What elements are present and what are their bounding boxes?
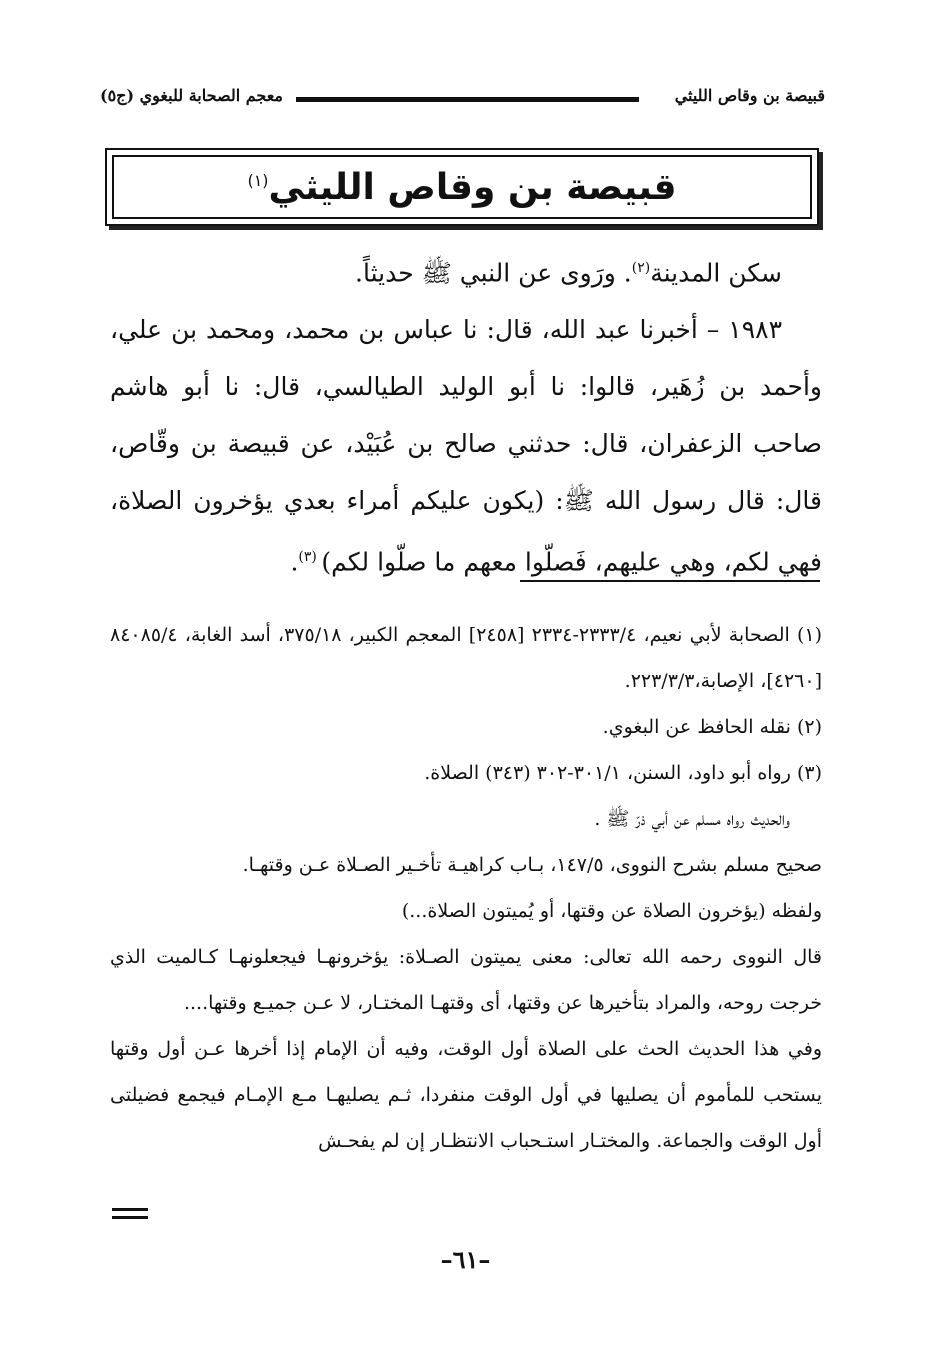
footnotes bbox=[110, 612, 822, 1164]
footnote-3-sahih-muslim: صحيح مسلم بشرح النووى، ١٤٧/٥، بـاب كراهيـة تأخـير الصـلاة عـن وقتهـا. bbox=[242, 854, 822, 876]
footnote-3-wording: ولفظه (يؤخرون الصلاة عن وقتها، أو يُميتون الصلاة...) bbox=[401, 900, 822, 922]
hadith-paragraph bbox=[110, 301, 822, 590]
intro-note-ref: (٢) bbox=[631, 260, 651, 276]
entry-title bbox=[247, 167, 676, 208]
hadith-end: . bbox=[290, 547, 299, 577]
footnote-divider bbox=[520, 580, 820, 582]
footnote-3: (٣) رواه أبو داود، السنن، ٣٠١/١-٣٠٢ (٣٤٣) الصلاة. bbox=[424, 762, 822, 784]
intro-rest-text: . ورَوى عن النبي ﷺ حديثاً. bbox=[355, 258, 632, 288]
page-number: –٦١– bbox=[440, 1245, 491, 1274]
entry-title-inner-frame bbox=[112, 155, 812, 219]
footnote-3-commentary: وفي هذا الحديث الحث على الصلاة أول الوقت، وفيه أن الإمام إذا أخرها عـن أول وقتها يستحب للمأموم أن يصليها في أول الوقت منفردا، ثـم يصليهـا مـع الإمـام فيجمع فضيلتى أول الوقت والجماعة. والمختـار استـحباب الانتظـار إن لم يفحـش bbox=[110, 1038, 822, 1152]
footnote-3-nawawi: قال النووى رحمه الله تعالى: معنى يميتون الصـلاة: يؤخرونهـا فيجعلونهـا كـالميت الذي خرجت روحه، والمراد بتأخيرها عن وقتها، أى وقتهـا المختـار، لا عـن جميـع وقتها.... bbox=[110, 946, 822, 1014]
hadith-text: ١٩٨٣ – أخبرنا عبد الله، قال: نا عباس بن محمد، ومحمد بن علي، وأحمد بن زُهَير، قالوا: نا أبو الوليد الطيالسي، قال: نا أبو هاشم صاحب الزعفران، قال: حدثني صالح بن عُبَيْد، عن قبيصة بن وقّاص، قال: قال رسول الله ﷺ: (يكون عليكم أمراء بعدي يؤخرون الصلاة، فهي لكم، وهي عليهم، فَصلّوا معهم ما صلّوا لكم) bbox=[110, 315, 822, 577]
footnote-3-muslim: والحديث رواه مسلم عن أبي ذرّ ﷺ . bbox=[594, 808, 790, 830]
intro-text: سكن المدينة bbox=[650, 258, 782, 288]
hadith-note-ref: (٣) bbox=[298, 549, 322, 566]
entry-title-text: قبيصة بن وقاص الليثي bbox=[268, 166, 677, 208]
running-header bbox=[100, 82, 825, 112]
running-header-rule bbox=[296, 97, 639, 102]
running-header-book-title: معجم الصحابة للبغوي (ج٥) bbox=[100, 86, 283, 105]
footnote-2: (٢) نقله الحافظ عن البغوي. bbox=[602, 716, 822, 738]
footnote-1: (١) الصحابة لأبي نعيم، ٢٣٣٣/٤-٢٣٣٤ [٢٤٥٨] المعجم الكبير، ٣٧٥/١٨، أسد الغابة، ٨٤٠٨٥/٤ [٤٢٦٠]، الإصابة،٢٢٣/٣/٣. bbox=[110, 624, 823, 692]
entry-title-box bbox=[105, 148, 819, 226]
continuation-mark-line-top bbox=[112, 1208, 148, 1211]
main-text bbox=[110, 240, 822, 591]
running-header-section-title: قبيصة بن وقاص الليثي bbox=[674, 86, 825, 105]
intro-paragraph bbox=[110, 240, 822, 301]
continuation-mark bbox=[112, 1208, 148, 1224]
continuation-mark-line-bottom bbox=[112, 1216, 148, 1219]
entry-title-note-ref: (١) bbox=[247, 170, 269, 190]
